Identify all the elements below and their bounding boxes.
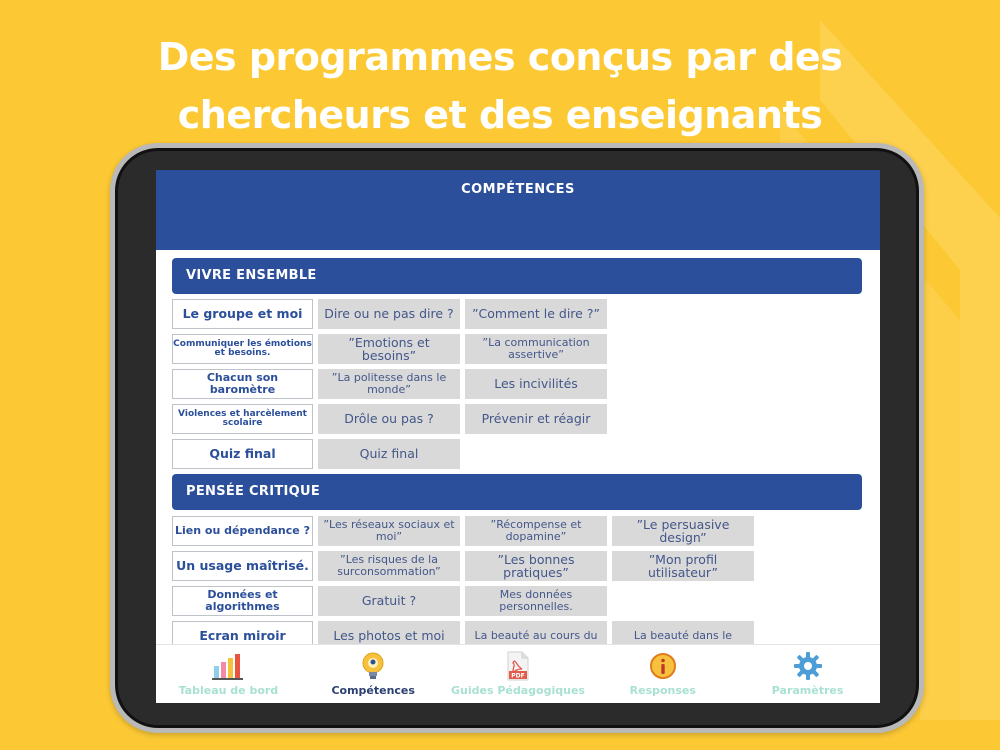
activity-button[interactable]: ”Comment le dire ?” [465,299,607,329]
bar-chart-icon [212,651,244,681]
category-label[interactable]: Communiquer les émotions et besoins. [172,334,313,364]
category-label[interactable]: Violences et harcèlement scolaire [172,404,313,434]
tab-label: Compétences [331,684,415,697]
activity-button[interactable]: La beauté au cours du [465,621,607,651]
headline-line-2: chercheurs et des enseignants [177,93,823,137]
category-label[interactable]: Quiz final [172,439,313,469]
table-row [172,369,862,399]
activity-button[interactable]: Drôle ou pas ? [318,404,460,434]
activity-button[interactable]: Gratuit ? [318,586,460,616]
activity-button[interactable]: Dire ou ne pas dire ? [318,299,460,329]
tab-tableau-de-bord[interactable] [156,645,301,703]
app-screen [156,170,880,703]
screen-header [156,170,880,250]
gear-icon [792,651,824,681]
category-label[interactable]: Le groupe et moi [172,299,313,329]
tab-label: Tableau de bord [178,684,279,697]
category-label[interactable]: Chacun son baromètre [172,369,313,399]
tab-label: Responses [629,684,696,697]
tab-competences[interactable] [301,645,446,703]
table-row [172,551,862,581]
page-title: COMPÉTENCES [461,182,575,197]
section-header-pensee-critique[interactable]: PENSÉE CRITIQUE [172,474,862,510]
tab-label: Paramètres [771,684,844,697]
header-cloud-edge [156,210,880,250]
category-label[interactable]: Lien ou dépendance ? [172,516,313,546]
tab-parametres[interactable] [735,645,880,703]
table-row [172,334,862,364]
activity-button[interactable]: ”Les réseaux sociaux et moi” [318,516,460,546]
tab-guides-pedagogiques[interactable] [446,645,591,703]
category-label[interactable]: Données et algorithmes [172,586,313,616]
activity-button[interactable]: ”Le persuasive design” [612,516,754,546]
activity-button[interactable]: Les photos et moi [318,621,460,651]
table-row [172,516,862,546]
activity-button[interactable]: ”La communication assertive” [465,334,607,364]
activity-button[interactable]: ”Les risques de la surconsommation” [318,551,460,581]
svg-text:PDF: PDF [511,672,525,680]
category-label[interactable]: Un usage maîtrisé. [172,551,313,581]
activity-button[interactable]: Prévenir et réagir [465,404,607,434]
category-label[interactable]: Ecran miroir [172,621,313,651]
activity-button[interactable]: ”Récompense et dopamine” [465,516,607,546]
marketing-headline [0,28,1000,144]
tab-responses[interactable] [590,645,735,703]
pdf-icon [502,651,534,681]
activity-button[interactable]: ”La politesse dans le monde” [318,369,460,399]
table-row [172,299,862,329]
activity-button[interactable]: ”Les bonnes pratiques” [465,551,607,581]
table-row [172,404,862,434]
activity-button[interactable]: Les incivilités [465,369,607,399]
activity-button[interactable]: Mes données personnelles. [465,586,607,616]
activity-button[interactable]: ”Emotions et besoins” [318,334,460,364]
lightbulb-icon [357,651,389,681]
activity-button[interactable]: ”Mon profil utilisateur” [612,551,754,581]
headline-line-1: Des programmes conçus par des [157,35,843,79]
activity-button[interactable]: La beauté dans le [612,621,754,651]
section-header-vivre-ensemble[interactable]: VIVRE ENSEMBLE [172,258,862,294]
bottom-tab-bar [156,644,880,703]
competences-list [172,258,862,651]
tab-label: Guides Pédagogiques [451,684,585,697]
activity-button[interactable]: Quiz final [318,439,460,469]
table-row [172,439,862,469]
table-row [172,586,862,616]
info-icon [647,651,679,681]
